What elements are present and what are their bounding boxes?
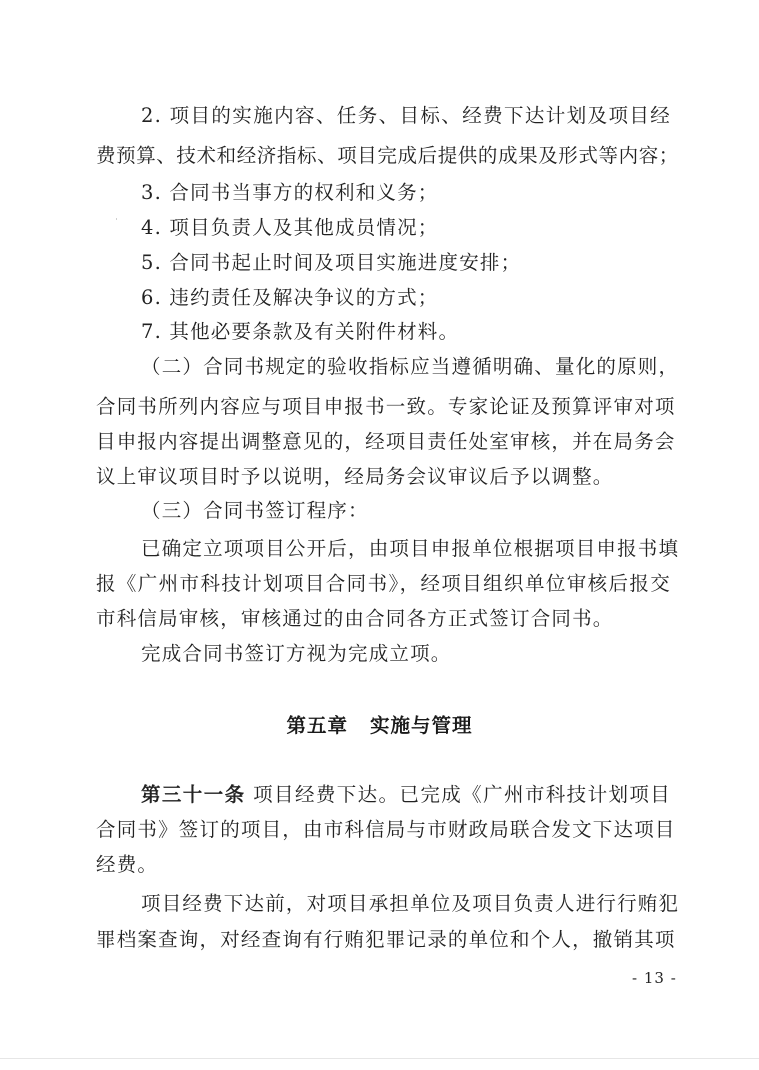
section-3-line-3: 市科信局审核，审核通过的由合同各方正式签订合同书。 [96, 607, 614, 630]
section-2-line-2: 合同书所列内容应与项目申报书一致。专家论证及预算评审对项 [96, 395, 676, 418]
section-3-line-2: 报《广州市科技计划项目合同书》，经项目组织单位审核后报交 [96, 572, 671, 595]
article-31b-line-1: 项目经费下达前，对项目承担单位及项目负责人进行行贿犯 [141, 892, 680, 915]
section-3-line-4: 完成合同书签订方视为完成立项。 [141, 642, 452, 665]
item-5: 5. 合同书起止时间及项目实施进度安排； [141, 251, 522, 274]
article-31-title: 项目经费下达。已完成《广州市科技计划项目 [245, 783, 671, 806]
chapter-heading [0, 713, 759, 739]
section-2-line-1: （二）合同书规定的验收指标应当遵循明确、量化的原则， [141, 355, 680, 378]
article-31-line-3: 经费。 [96, 853, 159, 876]
section-3-heading: （三）合同书签订程序： [141, 499, 369, 522]
section-2-line-4: 议上审议项目时予以说明，经局务会议审议后予以调整。 [96, 465, 614, 488]
section-2-line-3: 目申报内容提出调整意见的，经项目责任处室审核，并在局务会 [96, 430, 676, 453]
page-number: - 13 - [632, 969, 677, 987]
scan-speck [116, 218, 117, 220]
item-2-line-1: 2. 项目的实施内容、任务、目标、经费下达计划及项目经 [141, 104, 671, 127]
article-31-line-2: 合同书》签订的项目，由市科信局与市财政局联合发文下达项目 [96, 818, 676, 841]
item-6: 6. 违约责任及解决争议的方式； [141, 286, 439, 309]
article-31-line-1 [141, 782, 671, 808]
article-31b-line-2: 罪档案查询，对经查询有行贿犯罪记录的单位和个人，撤销其项 [96, 928, 676, 951]
chapter-title: 实施与管理 [370, 714, 473, 737]
section-3-line-1: 已确定立项项目公开后，由项目申报单位根据项目申报书填 [141, 537, 680, 560]
item-2-line-2: 费预算、技术和经济指标、项目完成后提供的成果及形式等内容； [96, 144, 679, 167]
scan-edge-line [0, 1058, 759, 1059]
item-3: 3. 合同书当事方的权利和义务； [141, 181, 439, 204]
item-4: 4. 项目负责人及其他成员情况； [141, 216, 439, 239]
item-7: 7. 其他必要条款及有关附件材料。 [141, 320, 460, 343]
chapter-number: 第五章 [286, 714, 348, 737]
article-31-label: 第三十一条 [141, 783, 246, 806]
